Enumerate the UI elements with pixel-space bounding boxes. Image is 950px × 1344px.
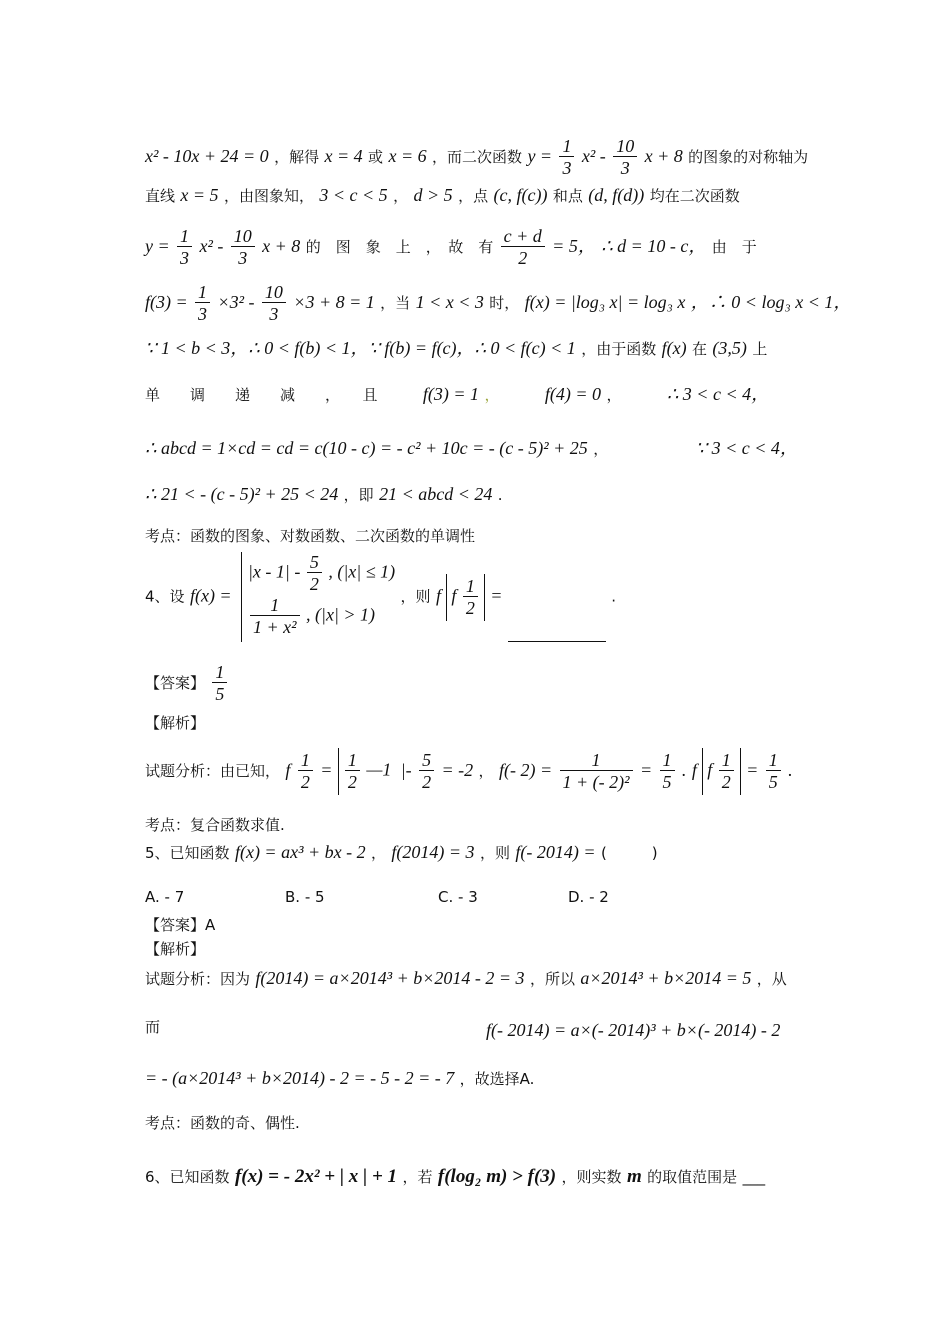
text: 在 [692,340,708,358]
fraction: $\frac{1}{5}$ [660,750,675,793]
text: 时， [489,294,520,312]
solution-line-6 [145,380,769,406]
equation: f(- 2014) = [515,842,596,862]
text: ，故选择A. [459,1070,535,1088]
equation: ∴ abcd = 1×cd = cd = c(10 - c) = - c² + 10c = - (c - 5)² + 25 [145,438,588,458]
equation: f(2014) = a×2014³ + b×2014 - 2 = 3 [255,968,525,988]
text: 直线 [145,187,176,205]
solution-line-7 [145,434,798,460]
text: ，由于函数 [581,340,657,358]
text: 4、设 [145,587,185,606]
equation: f(x) = - 2x² + | x | + 1 [234,1166,398,1187]
equation: f [285,760,291,780]
equation: f(x) [661,338,687,358]
text: 上 [752,340,768,358]
text: 和点 [552,187,583,205]
equation: f(log₂ m) > f(3) [437,1166,557,1187]
text: ， [606,386,622,404]
text: 5、已知函数 [145,844,230,862]
text: ，点 [458,187,489,205]
solution-5-line-2: 而 [145,1018,161,1036]
equation: a×2014³ + b×2014 = 5 [580,968,752,988]
answer-4 [145,662,229,705]
text: 的 图 象 上 ， 故 有 [305,238,494,256]
key-point-1: 考点：函数的图象、对数函数、二次函数的单调性 [145,527,476,545]
text: 单 调 递 减 ， 且 [145,386,378,404]
text: ，若 [402,1168,433,1186]
equation: f(3) = [145,292,188,312]
fraction: $\frac{10}{3}$ [262,282,286,325]
equation: = 5， [552,236,596,256]
equation: x + 8 [262,236,301,256]
option-a: A. - 7 [145,888,185,906]
equation: . [681,760,687,780]
fraction: $\frac{10}{3}$ [231,226,255,269]
equation: ×3 + 8 = 1 [293,292,375,312]
question-5 [145,842,658,863]
fraction: $\frac{1}{3}$ [177,226,192,269]
text: ，解得 [274,148,320,166]
equation: f [435,585,441,606]
equation: = [490,585,503,606]
text: ， [393,187,409,205]
solution-line-8 [145,484,503,505]
text: ，所以 [529,970,575,988]
equation: f(x) = [189,585,232,606]
fraction: $\frac{1}{3}$ [195,282,210,325]
equation: f [691,760,697,780]
solution-5-line-3 [486,1020,780,1041]
equation: f(x) = |log₃ x| = log₃ x [524,292,686,312]
equation: d > 5 [413,185,453,205]
text: ， [371,844,387,862]
answer-blank: ___ [742,1168,766,1186]
equation: f(x) = ax³ + bx - 2 [234,842,366,862]
key-point-3: 考点：函数的奇、偶性. [145,1114,300,1132]
equation: ∴ d = 10 - c， [601,236,707,256]
equation: (d, f(d)) [588,185,645,205]
equation: ∴ 21 < - (c - 5)² + 25 < 24 [145,484,339,504]
text: ，则 [479,844,510,862]
text: 试题分析：因为 [145,970,251,988]
option-c: C. - 3 [438,888,478,906]
equation: x = 6 [388,146,427,166]
equation: x = 5 [180,185,219,205]
equation: ∴ 3 < c < 4， [666,384,770,404]
equation: = [639,760,653,780]
text: 的图象的对称轴为 [688,148,809,166]
solution-5-line-4 [145,1068,534,1089]
fraction: $\frac{c + d}{2}$ [501,226,545,269]
equation: . [788,760,793,780]
text: ， [484,386,500,404]
analysis-label-5: 【解析】 [145,940,206,958]
outer-bracket: f $\frac{1}{2}$ [702,748,741,795]
variable: m [626,1166,642,1187]
text: . [497,486,503,504]
fraction: $\frac{1}{3}$ [559,136,574,179]
abs-bracket: $\frac{1}{2}$ —1 [338,748,396,795]
key-point-2: 考点：复合函数求值. [145,816,285,834]
fraction: $\frac{1}{2}$ [298,750,313,793]
equation: = -2 [441,760,474,780]
text: 或 [368,148,384,166]
fraction: $\frac{5}{2}$ [419,750,434,793]
solution-5-line-1 [145,968,787,989]
solution-line-2 [145,185,740,206]
equation: x = 4 [324,146,363,166]
equation: 1 < x < 3 [415,292,484,312]
equation: (c, f(c)) [493,185,548,205]
equation: ×3² - [217,292,255,312]
equation: f(- 2) = [498,760,553,780]
question-4 [145,552,616,642]
text: . [611,587,617,606]
solution-line-3 [145,226,757,269]
equation: f(4) = 0 [544,384,602,404]
answer-blank [508,641,606,642]
fraction: $\frac{10}{3}$ [613,136,637,179]
text: ， [478,762,494,780]
option-b: B. - 5 [285,888,325,906]
equation: ∵ 1 < b < 3，∴ 0 < f(b) < 1，∵ f(b) = f(c)，∴ 0 < f(c) < 1 [145,338,576,358]
equation: = - (a×2014³ + b×2014) - 2 = - 5 - 2 = - 7 [145,1068,455,1088]
piecewise-brace [241,552,395,642]
equation: x + 8 [644,146,683,166]
equation: (3,5) [712,338,747,358]
question-6 [145,1166,765,1188]
analysis-label-4: 【解析】 [145,714,206,732]
equation: x² - [581,146,606,166]
piece-1: |x - 1| - $\frac{5}{2}$ , (|x| ≤ 1) [247,552,396,594]
answer-5: 【答案】A [145,916,216,934]
equation: = [320,760,333,780]
solution-line-5 [145,334,767,360]
text: ，由图象知， [223,187,314,205]
text: ，则 [400,587,431,606]
equation: f(3) = 1 [422,384,480,404]
fraction: $\frac{1}{5}$ [212,662,227,705]
fraction: $\frac{1}{5}$ [766,750,781,793]
solution-line-1 [145,136,808,179]
equation: x² - [199,236,224,256]
equation: 3 < c < 5 [319,185,388,205]
equation: x² - 10x + 24 = 0 [145,146,269,166]
equation: |- [400,760,412,780]
solution-4 [145,748,793,795]
answer-label: 【答案】 [145,674,206,692]
text: ， [593,440,609,458]
text: ，从 [756,970,787,988]
fraction: $\frac{1}{\text{1 + (- 2)²}}$ [560,750,633,793]
text: ，而二次函数 [432,148,523,166]
equation: y = [145,236,170,256]
equation: ，∴ 0 < log₃ x < 1， [690,292,852,312]
text: 试题分析：由已知， [145,762,281,780]
text: ，当 [380,294,411,312]
equation: f(- 2014) = a×(- 2014)³ + b×(- 2014) - 2 [486,1020,781,1040]
option-d: D. - 2 [568,888,609,906]
text: ，则实数 [561,1168,622,1186]
equation: = [746,760,759,780]
outer-bracket: f $\frac{1}{2}$ [446,574,485,621]
equation: 21 < abcd < 24 [379,484,493,504]
text: 的取值范围是 [647,1168,738,1186]
piece-2: $\frac{1}{\text{1 + x²}}$ , (|x| > 1) [248,595,395,638]
equation: f(2014) = 3 [391,842,475,862]
equation: y = [527,146,553,166]
text: ( ) [600,844,658,862]
solution-line-4 [145,282,851,325]
text: 均在二次函数 [649,187,740,205]
text: ，即 [343,486,374,504]
text: 由 于 [711,238,757,256]
text: 6、已知函数 [145,1168,230,1186]
equation: ∵ 3 < c < 4， [695,438,798,458]
